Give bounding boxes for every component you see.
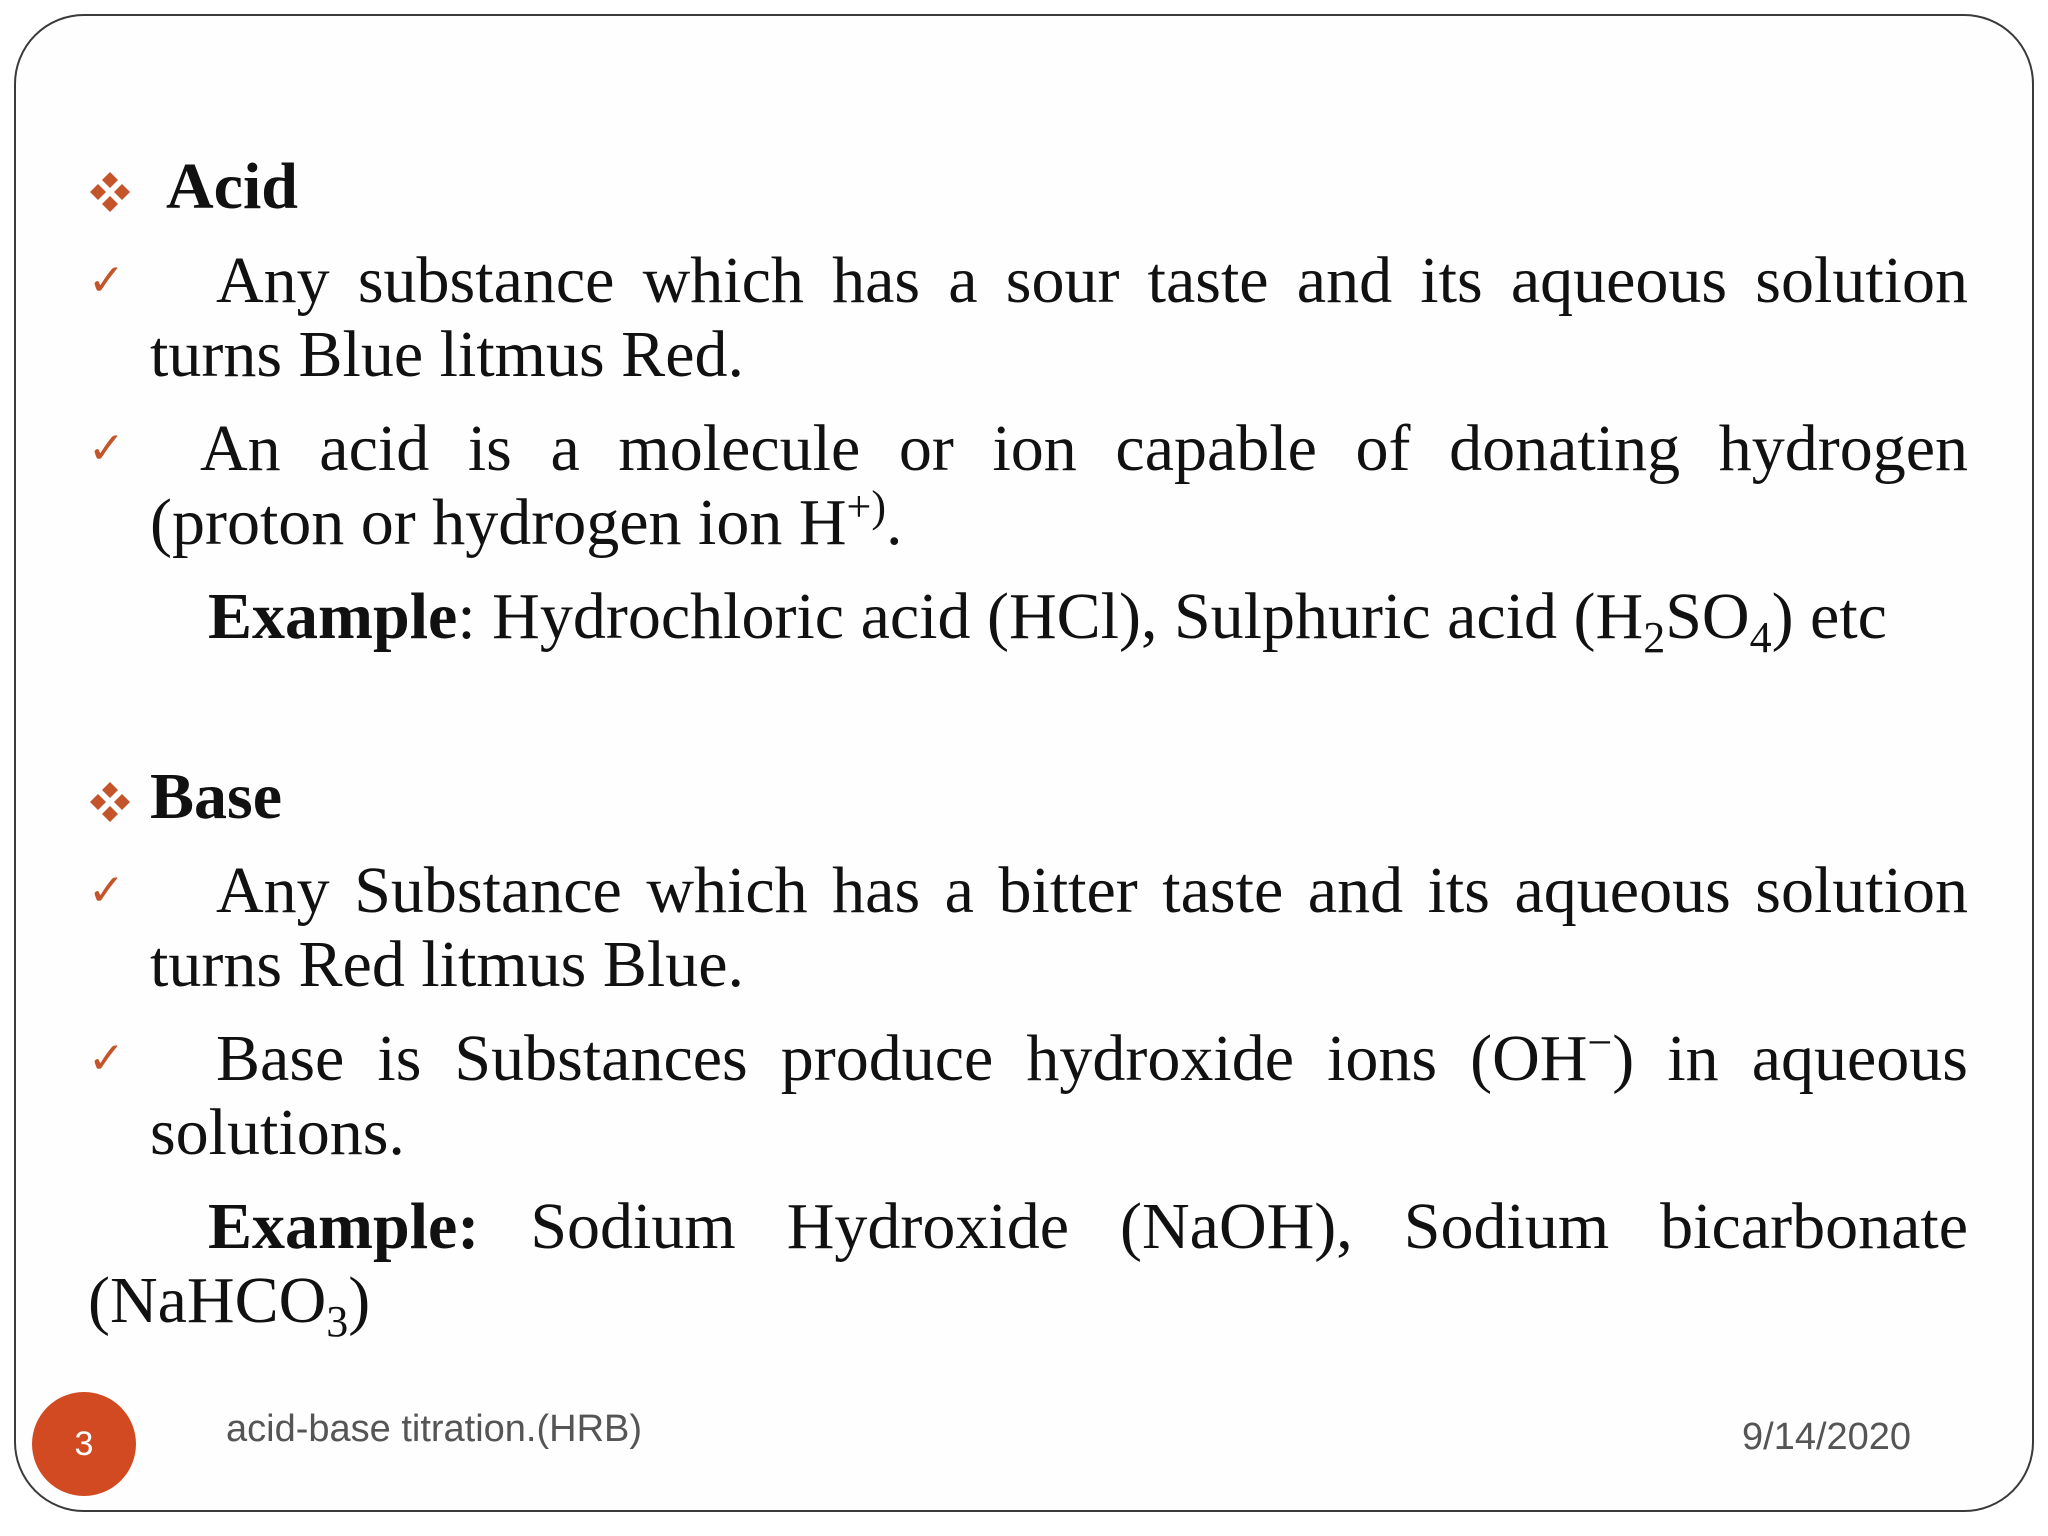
acid-example-sub-1: 2 (1643, 613, 1666, 663)
base-bullet-2 (88, 1018, 1968, 1170)
acid-example-text-a: : Hydrochloric acid (HCl), Sulphuric acid (H (457, 580, 1644, 653)
acid-example (88, 580, 1968, 663)
acid-bullet-2 (88, 412, 1968, 560)
check-icon: ✓ (88, 423, 125, 474)
acid-bullet-2-line1: An acid is a molecule or ion capable of donating hydrogen (200, 412, 1968, 485)
base-example-line1 (88, 1190, 1968, 1264)
base-example-label: Example: (208, 1190, 480, 1263)
page-number-badge: 3 (32, 1392, 136, 1496)
acid-example-text-c: ) etc (1771, 580, 1887, 653)
base-bullet-1-line1: Any Substance which has a bitter taste and its aqueous solution (216, 854, 1968, 927)
heading-acid (88, 150, 1968, 224)
base-example-line2-prefix: (NaHCO (88, 1264, 327, 1337)
base-example-line1-text: Sodium Hydroxide (NaOH), Sodium bicarbonate (479, 1190, 1968, 1263)
acid-bullet-1-line2: turns Blue litmus Red. (150, 318, 744, 391)
acid-bullet-2-line2-prefix: (proton or hydrogen ion H (150, 486, 847, 559)
heading-base (88, 760, 1968, 834)
base-bullet-1-line2: turns Red litmus Blue. (150, 928, 744, 1001)
acid-example-label: Example (208, 580, 458, 653)
base-example-line2-suffix: ) (348, 1264, 371, 1337)
base-bullet-1 (88, 854, 1968, 1002)
check-icon: ✓ (88, 865, 125, 916)
base-bullet-2-line1-suffix: ) in aqueous (1612, 1022, 1968, 1095)
footer-title: acid-base titration.(HRB) (226, 1408, 643, 1450)
base-example-line2 (88, 1264, 371, 1347)
acid-bullet-2-superscript: +) (846, 482, 887, 531)
section-spacer (88, 674, 1968, 760)
check-icon: ✓ (88, 1033, 125, 1084)
heading-base-text: Base (150, 760, 282, 833)
acid-bullet-1 (88, 244, 1968, 392)
acid-bullet-2-line2 (150, 482, 1968, 560)
acid-bullet-1-line1: Any substance which has a sour taste and its aqueous solution (216, 244, 1968, 317)
acid-example-text-b: SO (1665, 580, 1750, 653)
footer-date: 9/14/2020 (1742, 1416, 1912, 1458)
base-bullet-2-superscript: − (1587, 1018, 1613, 1067)
base-bullet-2-line2: solutions. (150, 1096, 405, 1169)
base-bullet-2-line1-prefix: Base is Substances produce hydroxide ions (OH (216, 1022, 1588, 1095)
base-bullet-2-line1 (150, 1018, 1968, 1096)
diamond-cluster-icon (88, 170, 132, 214)
acid-example-sub-2: 4 (1749, 613, 1772, 663)
diamond-cluster-icon (88, 780, 132, 824)
acid-bullet-2-line2-suffix: . (886, 486, 903, 559)
heading-acid-text: Acid (166, 150, 298, 223)
base-example (88, 1190, 1968, 1347)
base-example-sub: 3 (326, 1297, 349, 1347)
slide-content (88, 150, 1968, 1358)
check-icon: ✓ (88, 255, 125, 306)
